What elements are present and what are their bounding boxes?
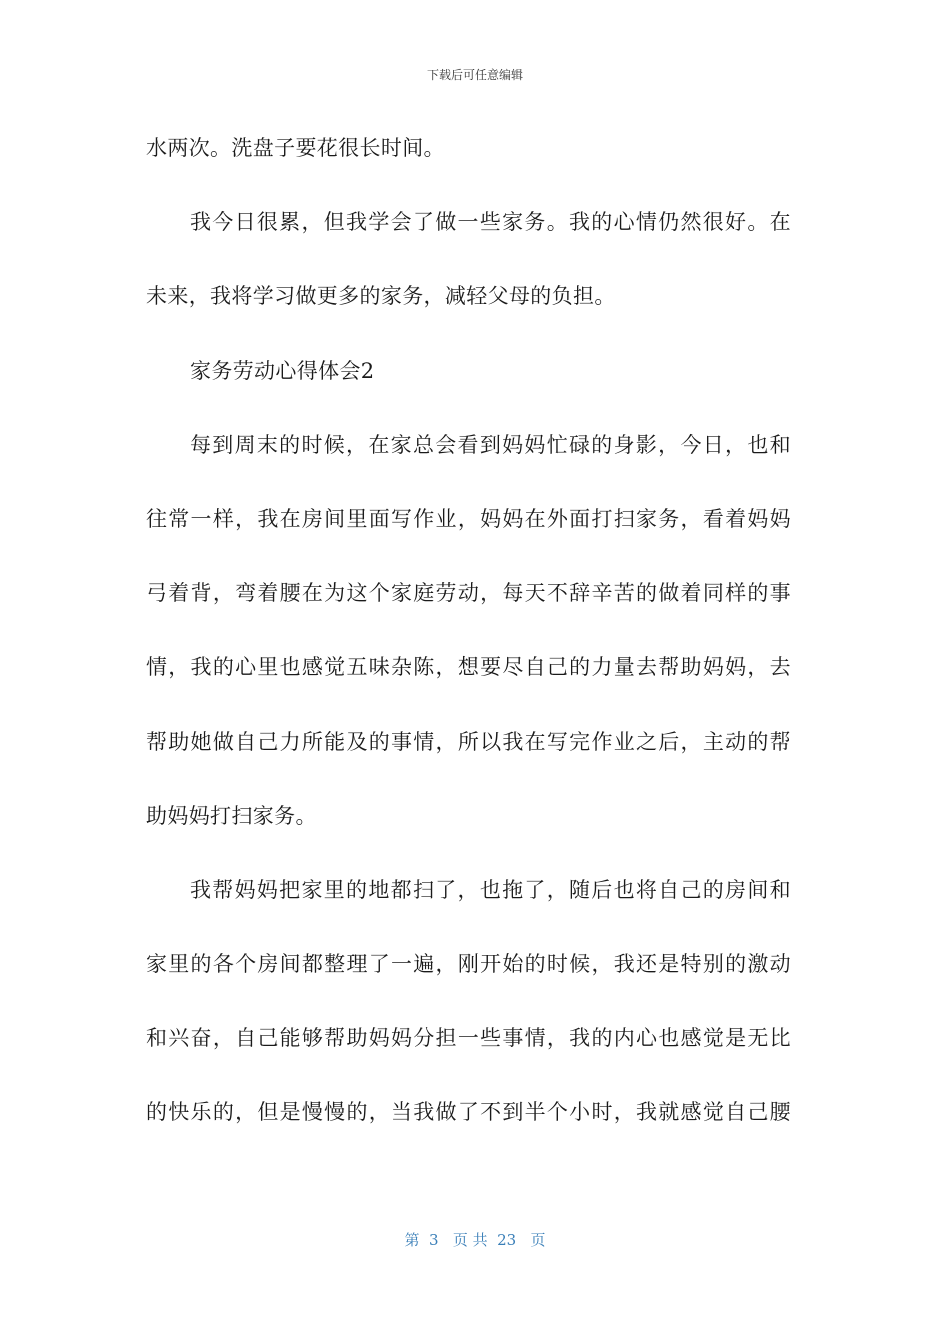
text-line: 我今日很累，但我学会了做一些家务。我的心情仍然很好。在: [190, 210, 791, 235]
text-line: 情，我的心里也感觉五味杂陈，想要尽自己的力量去帮助妈妈，去: [146, 655, 791, 680]
text-line: 往常一样，我在房间里面写作业，妈妈在外面打扫家务，看着妈妈: [146, 506, 791, 531]
text-line: 未来，我将学习做更多的家务，减轻父母的负担。: [146, 284, 616, 309]
section-heading: 家务劳动心得体会2: [190, 358, 375, 383]
text-line: 助妈妈打扫家务。: [146, 803, 317, 828]
text-line: 的快乐的，但是慢慢的，当我做了不到半个小时，我就感觉自己腰: [146, 1100, 791, 1125]
text-line: 家里的各个房间都整理了一遍，刚开始的时候，我还是特别的激动: [146, 952, 791, 977]
page-footer: 第 3 页 共 23 页: [404, 1231, 546, 1249]
text-line: 弓着背，弯着腰在为这个家庭劳动，每天不辞辛苦的做着同样的事: [146, 581, 791, 606]
text-line: 和兴奋，自己能够帮助妈妈分担一些事情，我的内心也感觉是无比: [146, 1026, 791, 1051]
text-line: 水两次。洗盘子要花很长时间。: [146, 136, 445, 160]
document-body: [146, 111, 791, 1150]
page-header: 下载后可任意编辑: [426, 68, 523, 82]
text-line: 每到周末的时候，在家总会看到妈妈忙碌的身影，今日，也和: [190, 432, 791, 457]
text-line: 帮助她做自己力所能及的事情，所以我在写完作业之后，主动的帮: [146, 729, 791, 754]
text-line: 我帮妈妈把家里的地都扫了，也拖了，随后也将自己的房间和: [190, 877, 791, 902]
